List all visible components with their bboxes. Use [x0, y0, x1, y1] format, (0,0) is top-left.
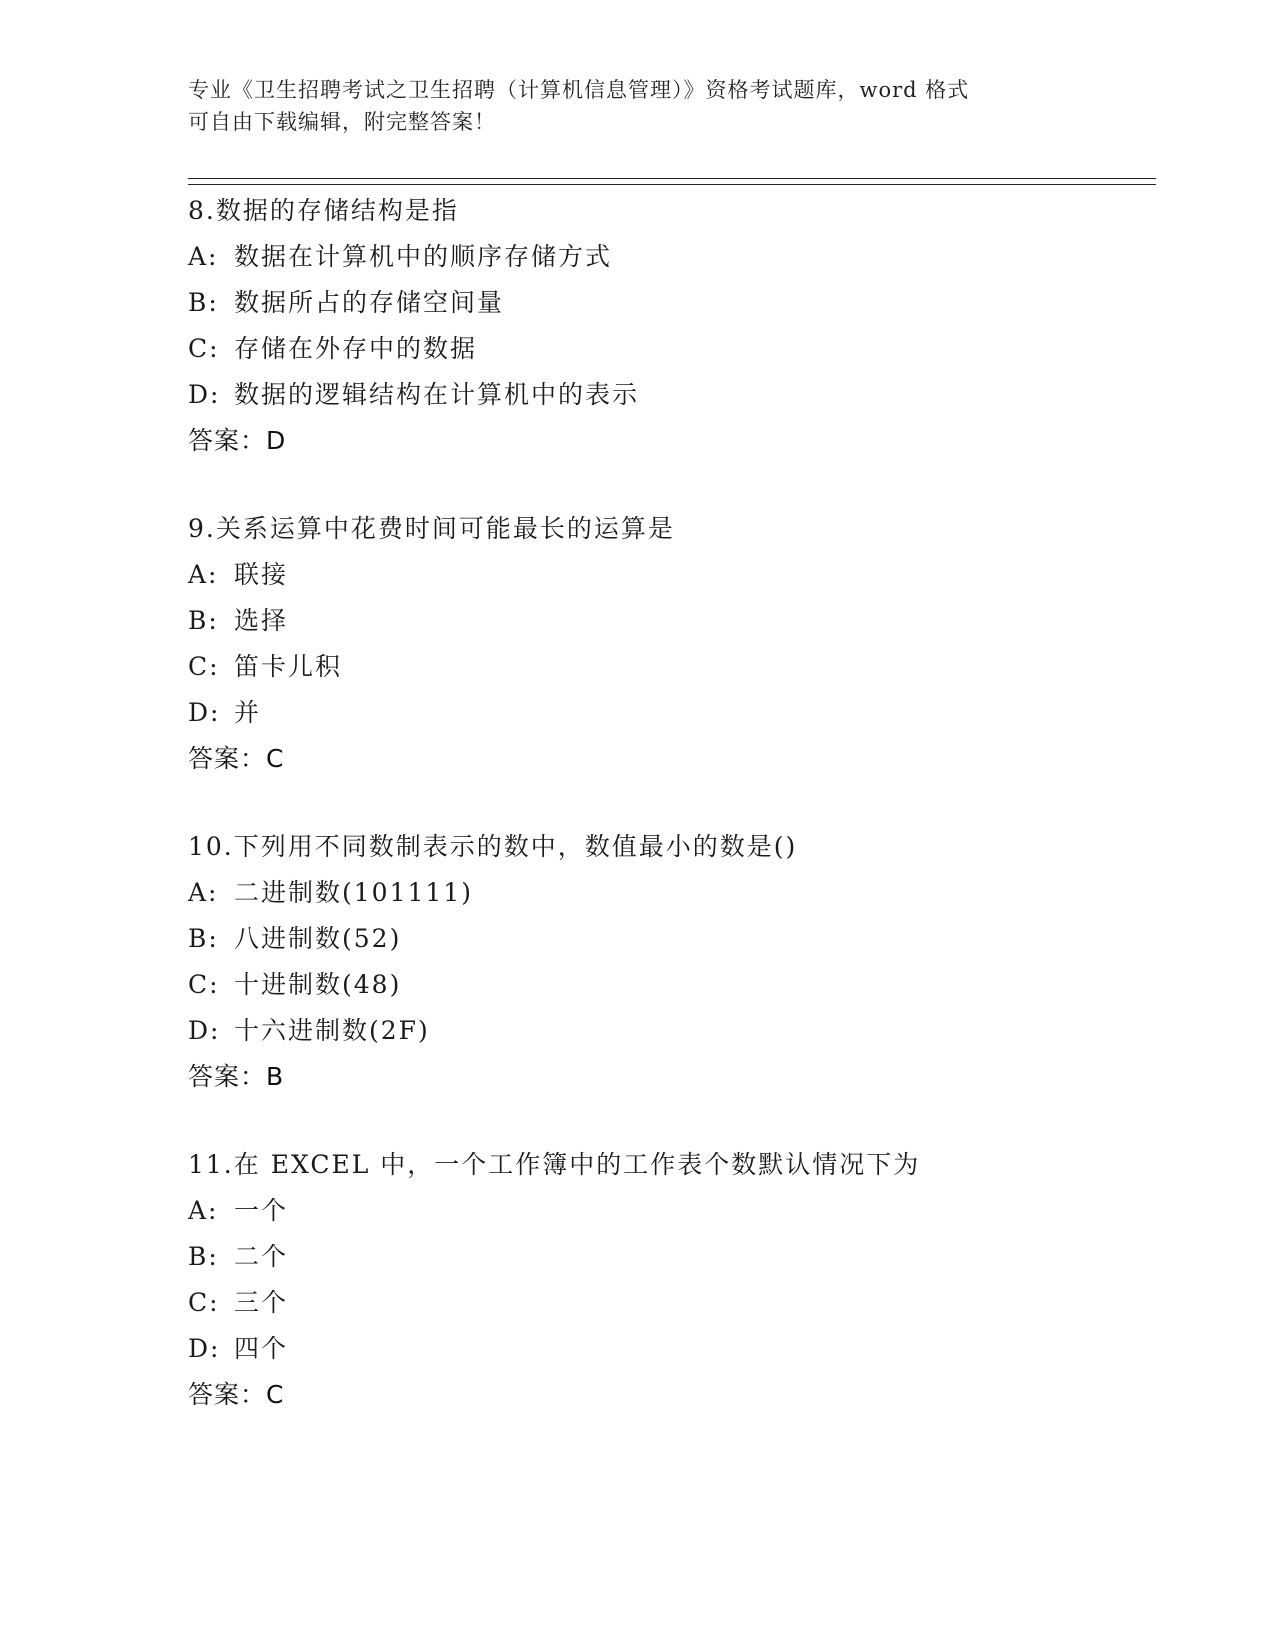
- option-d: [188, 1008, 1148, 1054]
- option-text: 数据在计算机中的顺序存储方式: [234, 242, 613, 271]
- question-10: [188, 824, 1148, 1100]
- option-label: C:: [188, 1288, 220, 1317]
- header-line-1: 专业《卫生招聘考试之卫生招聘（计算机信息管理）》资格考试题库，word 格式: [188, 78, 970, 102]
- option-label: A:: [188, 1196, 219, 1225]
- option-c: [188, 962, 1148, 1008]
- question-stem: 8.数据的存储结构是指: [188, 196, 459, 225]
- option-label: B:: [188, 606, 219, 635]
- header-divider-bottom: [188, 184, 1156, 185]
- option-text: 十进制数(48): [234, 970, 402, 999]
- question-stem: 10.下列用不同数制表示的数中，数值最小的数是(): [188, 832, 798, 861]
- option-a: [188, 552, 1148, 598]
- answer-line: 答案：C: [188, 744, 285, 773]
- option-b: [188, 1234, 1148, 1280]
- option-text: 数据所占的存储空间量: [234, 288, 505, 317]
- option-text: 二进制数(101111): [234, 878, 473, 907]
- question-9: [188, 506, 1148, 782]
- option-b: [188, 598, 1148, 644]
- option-b: [188, 916, 1148, 962]
- option-text: 数据的逻辑结构在计算机中的表示: [234, 380, 640, 409]
- option-text: 选择: [234, 606, 289, 635]
- option-text: 联接: [234, 560, 289, 589]
- option-text: 一个: [234, 1196, 289, 1225]
- option-text: 笛卡儿积: [234, 652, 343, 681]
- option-text: 八进制数(52): [234, 924, 402, 953]
- option-label: B:: [188, 1242, 219, 1271]
- document-header: [188, 74, 1068, 138]
- option-text: 并: [234, 698, 262, 727]
- option-d: [188, 372, 1148, 418]
- option-text: 四个: [234, 1334, 289, 1363]
- header-divider-top: [188, 178, 1156, 179]
- question-stem: 9.关系运算中花费时间可能最长的运算是: [188, 514, 675, 543]
- answer-line: 答案：D: [188, 426, 287, 455]
- option-text: 二个: [234, 1242, 289, 1271]
- header-line-2: 可自由下载编辑，附完整答案！: [188, 110, 496, 134]
- option-text: 存储在外存中的数据: [234, 334, 478, 363]
- option-label: A:: [188, 242, 219, 271]
- option-label: D:: [188, 698, 221, 727]
- option-c: [188, 644, 1148, 690]
- option-a: [188, 234, 1148, 280]
- option-text: 十六进制数(2F): [234, 1016, 430, 1045]
- option-d: [188, 690, 1148, 736]
- question-list: [188, 188, 1148, 1460]
- option-label: C:: [188, 334, 220, 363]
- option-label: C:: [188, 970, 220, 999]
- question-8: [188, 188, 1148, 464]
- option-label: B:: [188, 288, 219, 317]
- option-label: D:: [188, 380, 221, 409]
- option-label: A:: [188, 560, 219, 589]
- option-label: B:: [188, 924, 219, 953]
- option-c: [188, 1280, 1148, 1326]
- option-text: 三个: [234, 1288, 289, 1317]
- answer-line: 答案：B: [188, 1062, 285, 1091]
- option-label: C:: [188, 652, 220, 681]
- question-11: [188, 1142, 1148, 1418]
- answer-line: 答案：C: [188, 1380, 285, 1409]
- option-a: [188, 1188, 1148, 1234]
- question-stem: 11.在 EXCEL 中，一个工作簿中的工作表个数默认情况下为: [188, 1150, 921, 1179]
- option-label: D:: [188, 1016, 221, 1045]
- option-label: A:: [188, 878, 219, 907]
- option-d: [188, 1326, 1148, 1372]
- option-label: D:: [188, 1334, 221, 1363]
- option-a: [188, 870, 1148, 916]
- option-c: [188, 326, 1148, 372]
- option-b: [188, 280, 1148, 326]
